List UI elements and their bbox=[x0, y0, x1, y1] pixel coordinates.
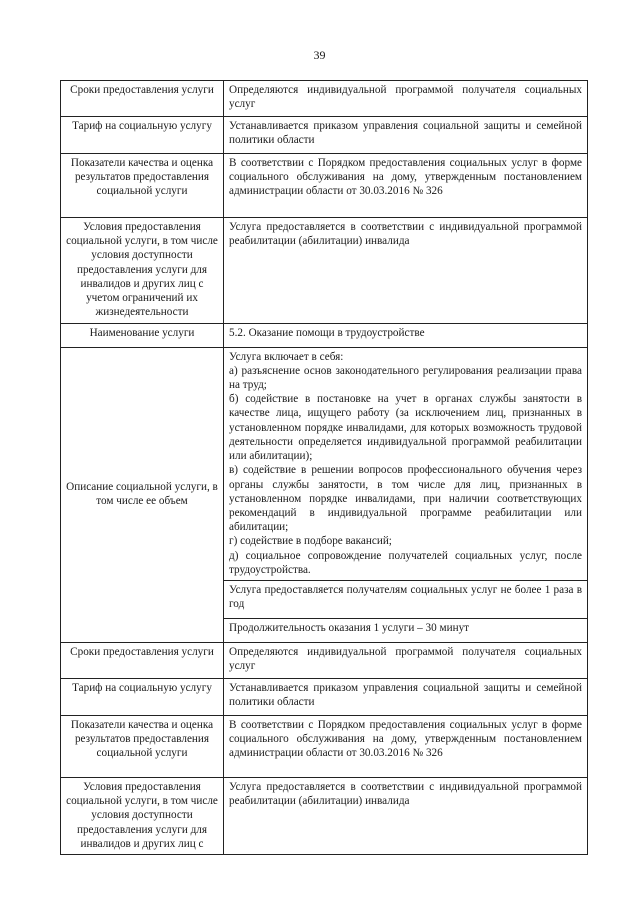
description-label: Описание социальной услуги, в том числе ее объем bbox=[61, 347, 224, 643]
row-label: Тариф на социальную услугу bbox=[61, 117, 224, 154]
table-row bbox=[61, 218, 588, 324]
table-row bbox=[61, 347, 588, 581]
description-cell bbox=[224, 347, 588, 581]
table-row bbox=[61, 323, 588, 347]
row-value: Услуга предоставляется в соответствии с индивидуальной программой реабилитации (абилитации) инвалида bbox=[224, 218, 588, 324]
description-item: в) содействие в решении вопросов профессионального обучения через органы службы занятости, в том числе для лиц, признанных в установленном порядке инвалидами, при наличии соответствующих рекомендаций в индивидуальной программе реабилитации или абилитации; bbox=[229, 464, 582, 534]
row-value: Устанавливается приказом управления социальной защиты и семейной политики области bbox=[224, 679, 588, 716]
table-row bbox=[61, 81, 588, 117]
row-value: Устанавливается приказом управления социальной защиты и семейной политики области bbox=[224, 117, 588, 154]
row-label: Показатели качества и оценка результатов предоставления социальной услуги bbox=[61, 154, 224, 218]
description-item: д) социальное сопровождение получателей социальных услуг, после трудоустройства. bbox=[229, 549, 582, 576]
table-row bbox=[61, 117, 588, 154]
row-label: Условия предоставления социальной услуги, в том числе условия доступности предоставления услуги для инвалидов и других лиц с bbox=[61, 778, 224, 855]
description-item: б) содействие в постановке на учет в органах службы занятости в качестве лица, ищущего работу (за исключением лиц, признанных в установленном порядке инвалидами, для которых возможность трудовой деятельности определяется индивидуальной программой реабилитации или абилитации); bbox=[229, 393, 582, 463]
table-row bbox=[61, 679, 588, 716]
services-table bbox=[60, 80, 588, 855]
service-name-label: Наименование услуги bbox=[61, 323, 224, 347]
table-row bbox=[61, 778, 588, 855]
description-item: г) содействие в подборе вакансий; bbox=[229, 535, 392, 548]
row-value: Определяются индивидуальной программой получателя социальных услуг bbox=[224, 643, 588, 679]
table-row bbox=[61, 716, 588, 778]
description-item: а) разъяснение основ законодательного регулирования реализации права на труд; bbox=[229, 364, 582, 391]
row-label: Сроки предоставления услуги bbox=[61, 643, 224, 679]
row-label: Показатели качества и оценка результатов предоставления социальной услуги bbox=[61, 716, 224, 778]
table-row bbox=[61, 154, 588, 218]
row-value: Услуга предоставляется в соответствии с индивидуальной программой реабилитации (абилитации) инвалида bbox=[224, 778, 588, 855]
service-name-value: 5.2. Оказание помощи в трудоустройстве bbox=[224, 323, 588, 347]
frequency-value: Услуга предоставляется получателям социальных услуг не более 1 раза в год bbox=[224, 581, 588, 619]
row-value: В соответствии с Порядком предоставления социальных услуг в форме социального обслуживания на дому, утвержденным постановлением администрации области от 30.03.2016 № 326 bbox=[224, 154, 588, 218]
row-label: Условия предоставления социальной услуги, в том числе условия доступности предоставления услуги для инвалидов и других лиц с учетом ограничений их жизнедеятельности bbox=[61, 218, 224, 324]
page-number: 39 bbox=[313, 48, 326, 62]
row-label: Тариф на социальную услугу bbox=[61, 679, 224, 716]
description-item: Услуга включает в себя: bbox=[229, 350, 344, 363]
row-value: В соответствии с Порядком предоставления социальных услуг в форме социального обслуживания на дому, утвержденным постановлением администрации области от 30.03.2016 № 326 bbox=[224, 716, 588, 778]
table-row bbox=[61, 643, 588, 679]
duration-value: Продолжительность оказания 1 услуги – 30 минут bbox=[224, 619, 588, 643]
row-label: Сроки предоставления услуги bbox=[61, 81, 224, 117]
row-value: Определяются индивидуальной программой получателя социальных услуг bbox=[224, 81, 588, 117]
